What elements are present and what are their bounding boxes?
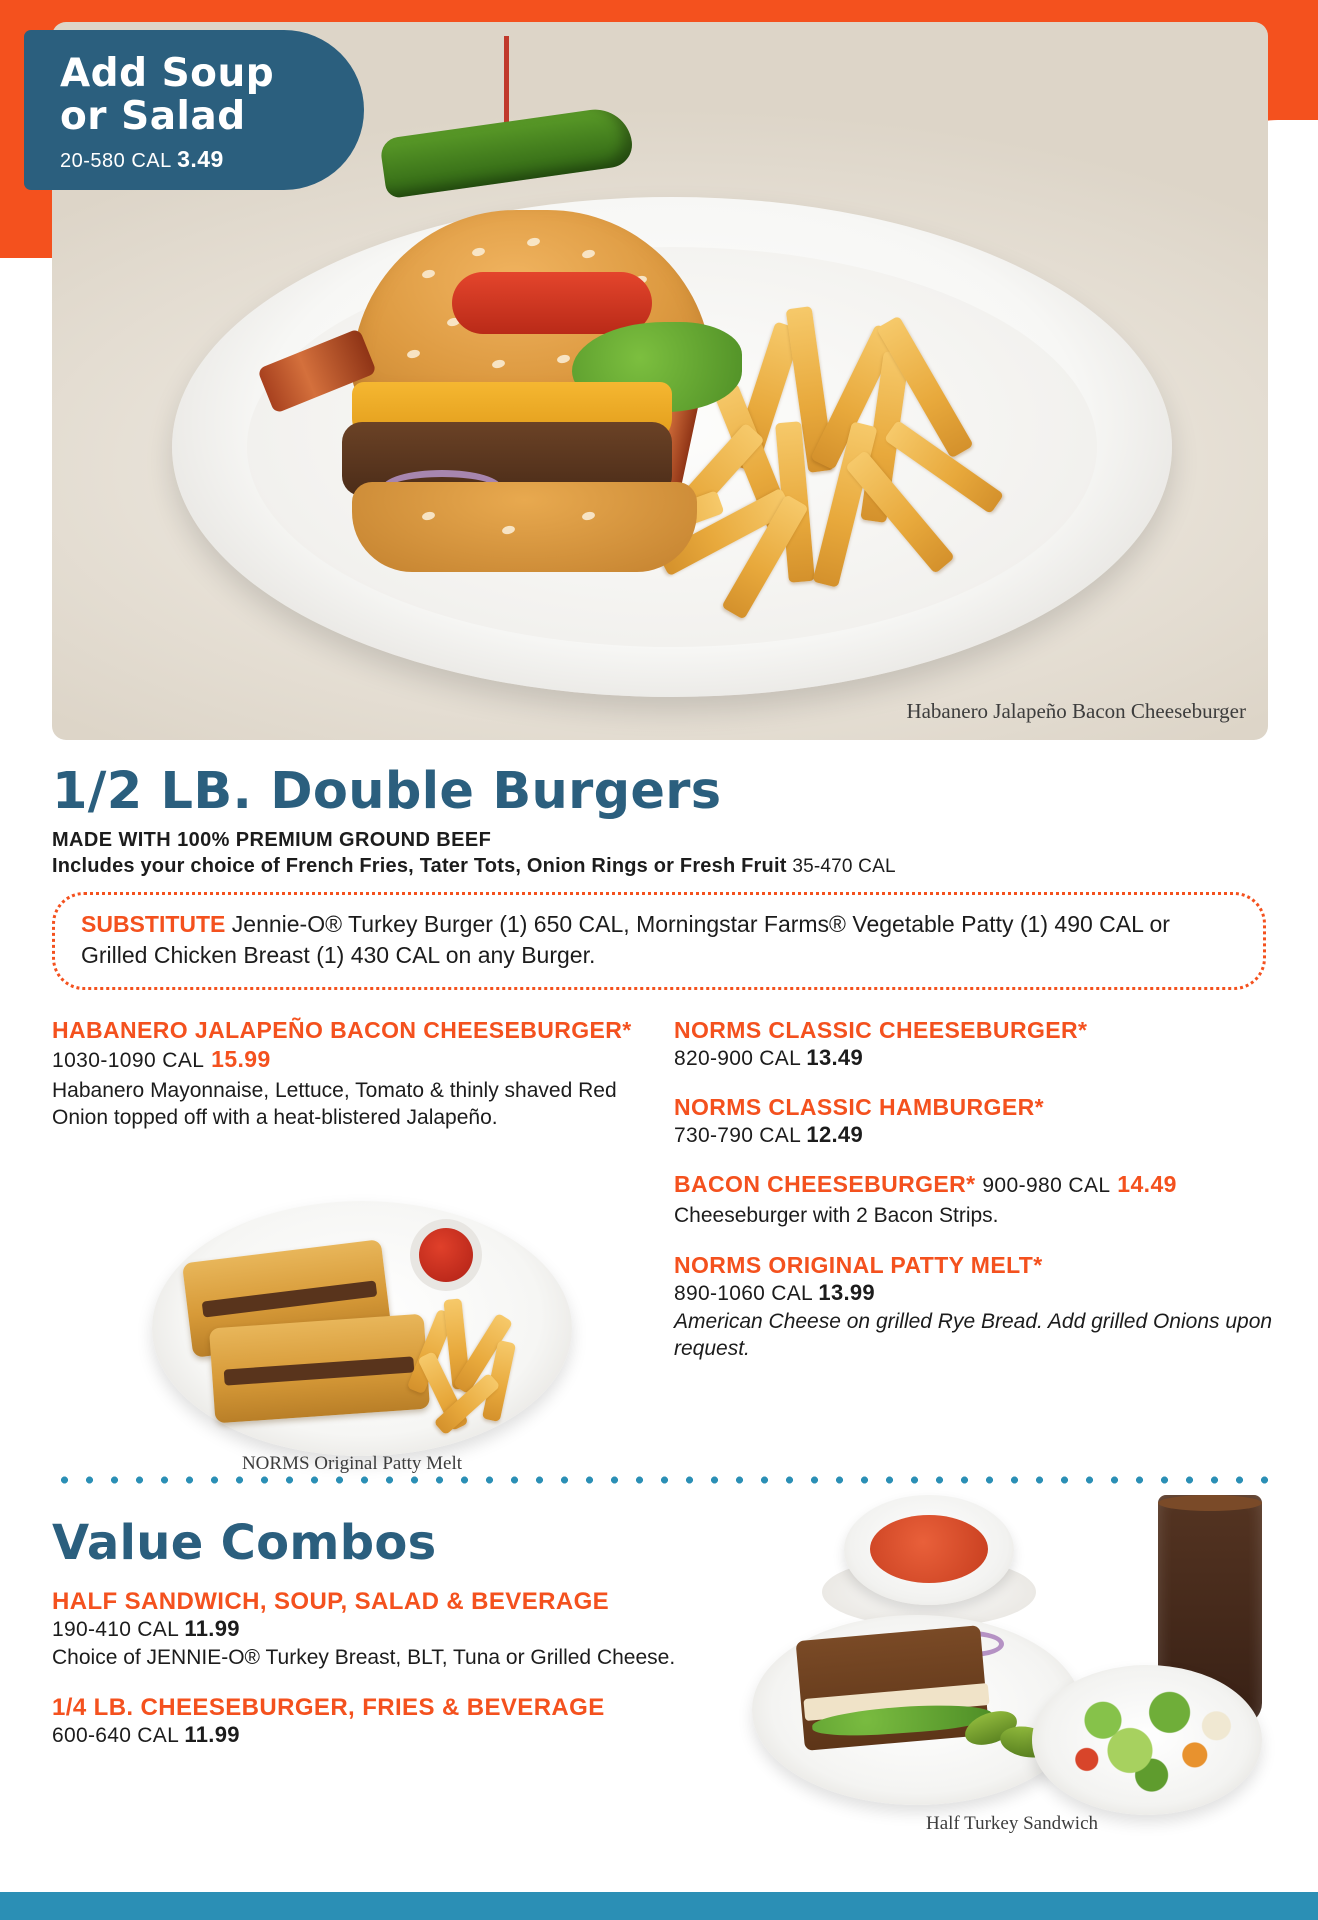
section-subtitle-2-text: Includes your choice of French Fries, Tater Tots, Onion Rings or Fresh Fruit xyxy=(52,855,787,877)
menu-item-name: NORMS CLASSIC HAMBURGER* xyxy=(674,1094,1044,1120)
menu-item-name-text: BACON CHEESEBURGER* xyxy=(674,1171,976,1197)
badge-line-1: Add Soup xyxy=(60,51,275,96)
menu-item-calories: 820-900 CAL xyxy=(674,1047,801,1070)
menu-item-price: 11.99 xyxy=(184,1722,240,1747)
menu-item-price: 13.49 xyxy=(806,1045,863,1070)
menu-item-calories: 900-980 CAL xyxy=(982,1174,1111,1197)
menu-column-left xyxy=(52,1016,632,1474)
menu-item-price: 14.49 xyxy=(1117,1171,1177,1197)
menu-item xyxy=(674,1251,1274,1362)
badge-line-2: or Salad xyxy=(60,94,246,139)
patty-melt-photo xyxy=(92,1191,612,1474)
section-subtitle-1: MADE WITH 100% PREMIUM GROUND BEEF xyxy=(52,829,492,851)
menu-item-calories: 730-790 CAL xyxy=(674,1124,801,1147)
main-content xyxy=(0,740,1318,1474)
value-combos-section xyxy=(52,1515,1268,1834)
menu-item-description: Habanero Mayonnaise, Lettuce, Tomato & thinly shaved Red Onion topped off with a heat-blistered Jalapeño. xyxy=(52,1079,617,1129)
menu-item-price: 13.99 xyxy=(818,1280,875,1305)
menu-item-price: 11.99 xyxy=(184,1616,240,1641)
badge-price: 3.49 xyxy=(177,146,224,172)
menu-item-name xyxy=(52,1016,632,1075)
badge-calories: 20-580 CAL xyxy=(60,150,171,172)
menu-item xyxy=(674,1093,1274,1148)
substitute-label: SUBSTITUTE xyxy=(81,911,226,937)
menu-item-name: HALF SANDWICH, SOUP, SALAD & BEVERAGE xyxy=(52,1588,610,1615)
menu-item-calories-price xyxy=(674,1045,1274,1071)
menu-item-calories: 190-410 CAL xyxy=(52,1618,179,1641)
tomato-slice xyxy=(452,272,652,334)
menu-item-name xyxy=(674,1170,1274,1200)
menu-item-calories: 890-1060 CAL xyxy=(674,1282,813,1305)
hero-caption: Habanero Jalapeño Bacon Cheeseburger xyxy=(906,699,1246,723)
menu-item-calories-price xyxy=(674,1122,1274,1148)
ketchup-cup xyxy=(410,1219,482,1291)
menu-item-price: 15.99 xyxy=(211,1046,271,1072)
menu-item-description: American Cheese on grilled Rye Bread. Add grilled Onions upon request. xyxy=(674,1310,1273,1360)
badge-calories-price xyxy=(60,146,334,173)
substitute-callout xyxy=(52,892,1266,990)
section-subtitle-2 xyxy=(52,855,1318,878)
soup-bowl xyxy=(844,1495,1014,1605)
menu-item-name: NORMS CLASSIC CHEESEBURGER* xyxy=(674,1017,1088,1043)
section-subtitle-2-calories: 35-470 CAL xyxy=(792,856,896,877)
value-combo-caption: Half Turkey Sandwich xyxy=(925,1813,1099,1834)
menu-item-name-text: HABANERO JALAPEÑO BACON CHEESEBURGER* xyxy=(52,1017,632,1043)
menu-item-calories: 600-640 CAL xyxy=(52,1724,179,1747)
side-salad xyxy=(1058,1681,1238,1793)
menu-item-description: Cheeseburger with 2 Bacon Strips. xyxy=(674,1204,999,1227)
burger-bottom-bun xyxy=(352,482,697,572)
menu-column-right xyxy=(674,1016,1274,1384)
menu-item xyxy=(674,1016,1274,1071)
bottom-teal-bar xyxy=(0,1892,1318,1920)
add-soup-or-salad-badge xyxy=(24,30,364,190)
section-divider xyxy=(52,1475,1268,1485)
menu-item-calories-price xyxy=(674,1280,1274,1306)
value-combo-photo xyxy=(752,1495,1272,1834)
menu-item xyxy=(52,1016,632,1131)
menu-item-price: 12.49 xyxy=(806,1122,863,1147)
section-title: 1/2 LB. Double Burgers xyxy=(52,762,722,821)
menu-item-calories: 1030-1090 CAL xyxy=(52,1049,205,1072)
menu-item-name: 1/4 LB. CHEESEBURGER, FRIES & BEVERAGE xyxy=(52,1694,605,1721)
menu-item-name: NORMS ORIGINAL PATTY MELT* xyxy=(674,1252,1043,1278)
patty-melt-caption: NORMS Original Patty Melt xyxy=(241,1453,463,1474)
substitute-text: Jennie-O® Turkey Burger (1) 650 CAL, Morningstar Farms® Vegetable Patty (1) 490 CAL or Grilled Chicken Breast (1) 430 CAL on any Burger. xyxy=(81,911,1170,968)
value-combos-title: Value Combos xyxy=(52,1515,437,1571)
menu-item xyxy=(674,1170,1274,1229)
menu-item-description: Choice of JENNIE-O® Turkey Breast, BLT, Tuna or Grilled Cheese. xyxy=(52,1646,676,1669)
